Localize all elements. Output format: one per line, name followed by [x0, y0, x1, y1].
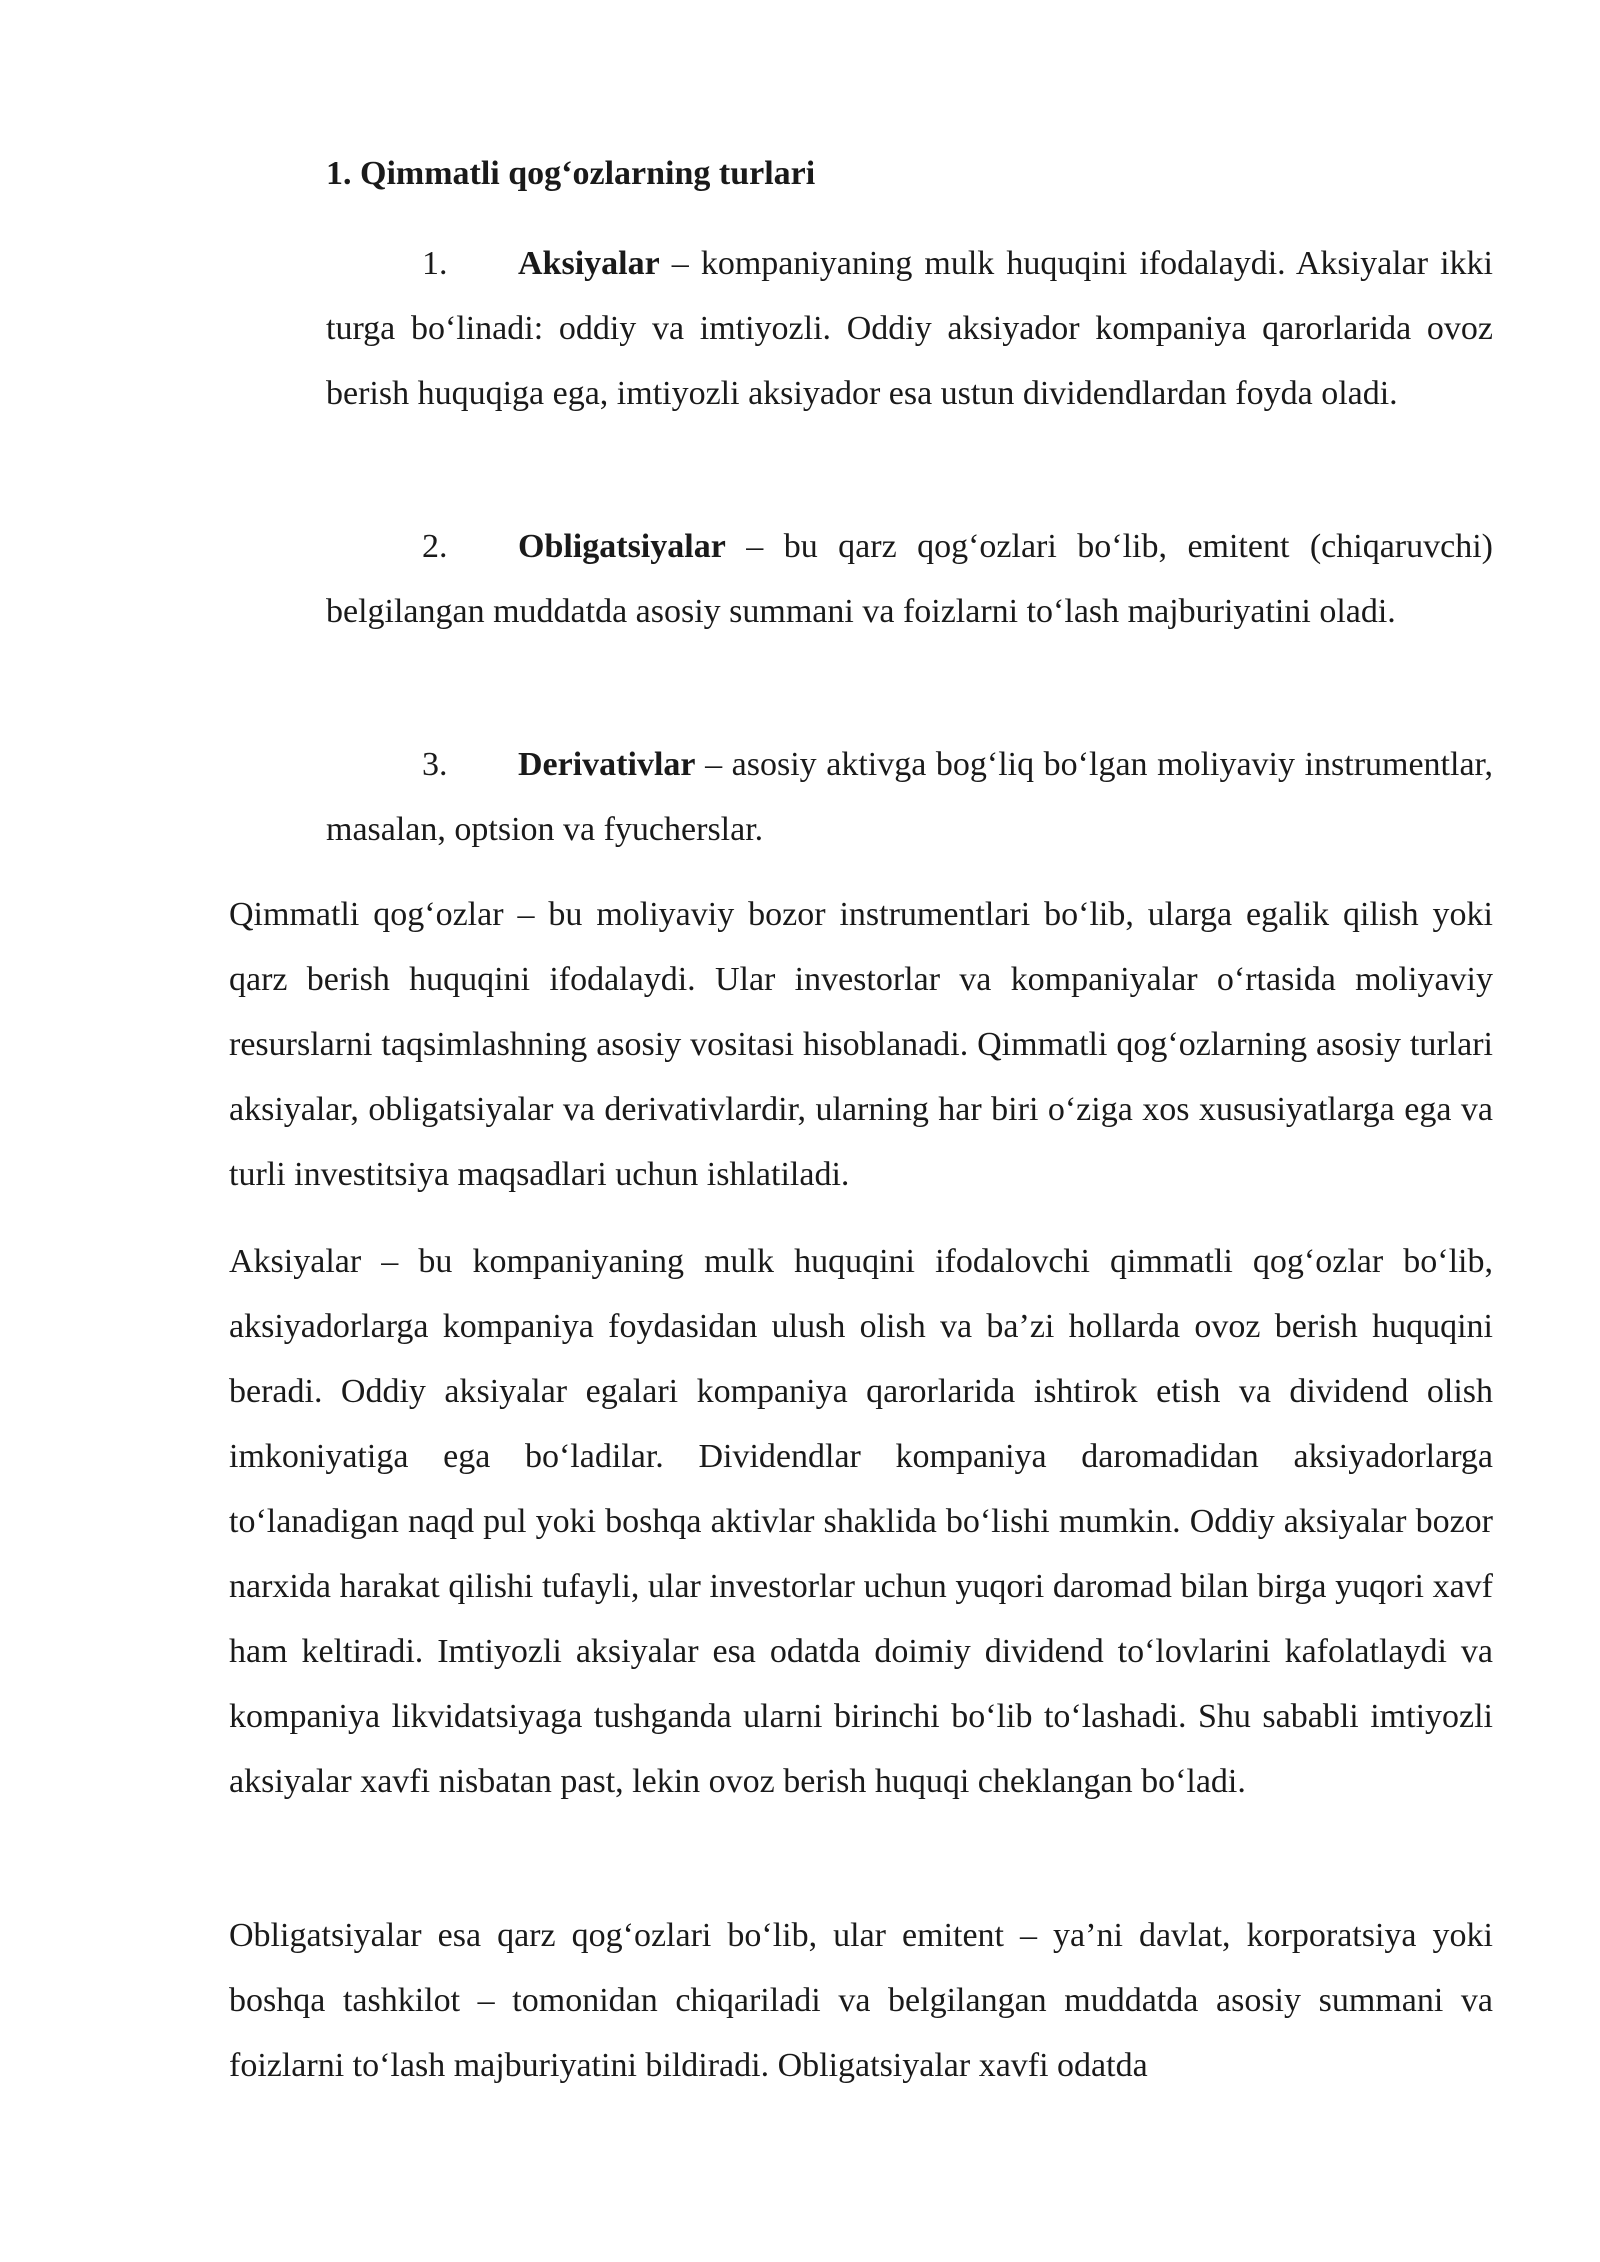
list-item-term: Derivativlar — [518, 746, 696, 783]
list-item-number: 1. — [422, 245, 448, 282]
list-item-text: – kompaniyaning mulk huquqini ifodalaydi. Aksiyalar ikki turga bo‘linadi: oddiy va imtiyozli. Oddiy aksiyador kompaniya qarorlarida ovoz berish huquqiga ega, imtiyozli aksiyador esa ustun dividendlardan foyda oladi. — [326, 245, 1493, 412]
section-heading: 1. Qimmatli qog‘ozlarning turlari — [326, 155, 816, 192]
list-item-derivativlar — [326, 732, 1493, 862]
list-item-aksiyalar — [326, 231, 1493, 426]
list-item-text: – bu qarz qog‘ozlari bo‘lib, emitent (chiqaruvchi) belgilangan muddatda asosiy summani va foizlarni to‘lash majburiyatini oladi. — [326, 528, 1493, 630]
body-paragraph: Qimmatli qog‘ozlar – bu moliyaviy bozor instrumentlari bo‘lib, ularga egalik qilish yoki qarz berish huquqini ifodalaydi. Ular investorlar va kompaniyalar o‘rtasida moliyaviy resurslarni taqsimlashning asosiy vositasi hisoblanadi. Qimmatli qog‘ozlarning asosiy turlari aksiyalar, obligatsiyalar va derivativlardir, ularning har biri o‘ziga xos xususiyatlarga ega va turli investitsiya maqsadlari uchun ishlatiladi. — [229, 896, 1493, 1193]
list-item-number: 2. — [422, 528, 448, 565]
body-paragraph: Aksiyalar – bu kompaniyaning mulk huquqini ifodalovchi qimmatli qog‘ozlar bo‘lib, aksiyadorlarga kompaniya foydasidan ulush olish va ba’zi hollarda ovoz berish huquqini beradi. Oddiy aksiyalar egalari kompaniya qarorlarida ishtirok etish va dividend olish imkoniyatiga ega bo‘ladilar. Dividendlar kompaniya daromadidan aksiyadorlarga to‘lanadigan naqd pul yoki boshqa aktivlar shaklida bo‘lishi mumkin. Oddiy aksiyalar bozor narxida harakat qilishi tufayli, ular investorlar uchun yuqori daromad bilan birga yuqori xavf ham keltiradi. Imtiyozli aksiyalar esa odatda doimiy dividend to‘lovlarini kafolatlaydi va kompaniya likvidatsiyaga tushganda ularni birinchi bo‘lib to‘lashadi. Shu sababli imtiyozli aksiyalar xavfi nisbatan past, lekin ovoz berish huquqi cheklangan bo‘ladi. — [229, 1243, 1493, 1800]
list-item-obligatsiyalar — [326, 514, 1493, 644]
list-item-term: Aksiyalar — [518, 245, 660, 282]
list-item-term: Obligatsiyalar — [518, 528, 726, 565]
list-item-number: 3. — [422, 746, 448, 783]
list-item-text: – asosiy aktivga bog‘liq bo‘lgan moliyaviy instrumentlar, masalan, optsion va fyucherslar. — [326, 746, 1493, 848]
body-paragraph: Obligatsiyalar esa qarz qog‘ozlari bo‘lib, ular emitent – ya’ni davlat, korporatsiya yoki boshqa tashkilot – tomonidan chiqariladi va belgilangan muddatda asosiy summani va foizlarni to‘lash majburiyatini bildiradi. Obligatsiyalar xavfi odatda — [229, 1917, 1493, 2084]
